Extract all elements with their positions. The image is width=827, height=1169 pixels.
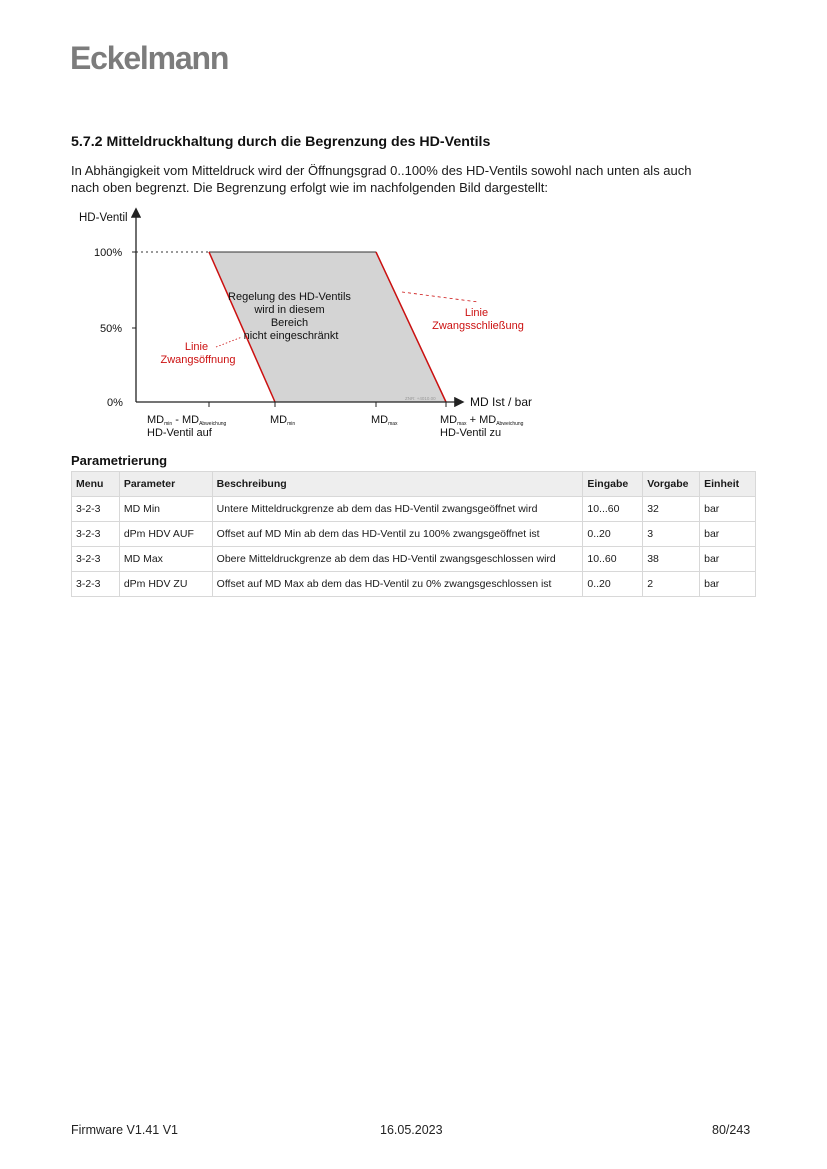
x-label-right-main: MD (440, 414, 458, 426)
cell-eingabe: 0..20 (583, 522, 643, 547)
hd-valve-limit-diagram (70, 204, 550, 444)
close-limit-label-line-1: Linie (464, 307, 489, 319)
region-text-line-2: wird in diesem (254, 304, 325, 316)
x-label-right-sub2: Abweichung (496, 421, 524, 427)
x-label-max (371, 414, 398, 427)
intro-line-2: nach oben begrenzt. Die Begrenzung erfolgt wie im nachfolgenden Bild dargestellt: (71, 179, 548, 195)
x-label-left-sub1: min (164, 421, 173, 427)
region-text-line-4: nicht eingeschränkt (243, 330, 339, 342)
y-tick-label-50: 50% (100, 323, 123, 335)
x-label-right (440, 414, 524, 427)
table-row (72, 547, 756, 572)
cell-menu: 3-2-3 (72, 572, 120, 597)
col-header-vorgabe: Vorgabe (643, 472, 700, 497)
cell-eingabe: 0..20 (583, 572, 643, 597)
parameter-table (71, 471, 756, 597)
table-row (72, 572, 756, 597)
col-header-parameter: Parameter (119, 472, 212, 497)
table-row (72, 522, 756, 547)
intro-paragraph (71, 163, 761, 196)
cell-beschreibung: Offset auf MD Max ab dem das HD-Ventil zu 0% zwangsgeschlossen ist (212, 572, 583, 597)
footer-date: 16.05.2023 (380, 1123, 443, 1137)
cell-einheit: bar (700, 497, 756, 522)
cell-beschreibung: Untere Mitteldruckgrenze ab dem das HD-Ventil zwangsgeöffnet wird (212, 497, 583, 522)
x-label-left-line2: HD-Ventil auf (147, 427, 212, 439)
x-label-left-minus: - MD (172, 414, 200, 426)
col-header-eingabe: Eingabe (583, 472, 643, 497)
x-label-right-sub1: max (457, 421, 467, 427)
x-label-right-plus: + MD (466, 414, 497, 426)
close-limit-label (432, 307, 524, 332)
x-label-left-main: MD (147, 414, 165, 426)
cell-parameter: MD Min (119, 497, 212, 522)
region-text-line-3: Bereich (270, 317, 309, 329)
open-limit-label-line-2: Zwangsöffnung (160, 354, 236, 366)
close-limit-label-line-2: Zwangsschließung (432, 320, 524, 332)
section-title: 5.7.2 Mitteldruckhaltung durch die Begrenzung des HD-Ventils (71, 134, 491, 150)
col-header-einheit: Einheit (700, 472, 756, 497)
cell-eingabe: 10...60 (583, 497, 643, 522)
y-tick-label-100: 100% (94, 247, 123, 259)
cell-vorgabe: 38 (643, 547, 700, 572)
x-label-left-sub2: Abweichung (199, 421, 227, 427)
x-axis-label: MD Ist / bar (470, 395, 533, 409)
footer-firmware: Firmware V1.41 V1 (71, 1123, 178, 1137)
open-limit-label (160, 341, 235, 366)
x-label-min (270, 414, 295, 427)
cell-beschreibung: Obere Mitteldruckgrenze ab dem das HD-Ventil zwangsgeschlossen wird (212, 547, 583, 572)
x-label-max-sub: max (388, 421, 398, 427)
open-label-leader (216, 337, 242, 347)
footer-page-number: 80/243 (712, 1123, 751, 1137)
cell-einheit: bar (700, 522, 756, 547)
figure-id: ZNR: +4010.00 (405, 396, 436, 401)
cell-vorgabe: 2 (643, 572, 700, 597)
cell-parameter: dPm HDV ZU (119, 572, 212, 597)
col-header-menu: Menu (72, 472, 120, 497)
cell-parameter: MD Max (119, 547, 212, 572)
cell-eingabe: 10..60 (583, 547, 643, 572)
open-limit-label-line-1: Linie (184, 341, 209, 353)
intro-line-1: In Abhängigkeit vom Mitteldruck wird der Öffnungsgrad 0..100% des HD-Ventils sowohl nach unten als auch (71, 163, 692, 178)
region-text-line-1: Regelung des HD-Ventils (228, 291, 351, 303)
cell-parameter: dPm HDV AUF (119, 522, 212, 547)
parametrierung-heading: Parametrierung (71, 453, 168, 468)
x-label-max-main: MD (371, 414, 389, 426)
cell-einheit: bar (700, 572, 756, 597)
cell-menu: 3-2-3 (72, 497, 120, 522)
cell-vorgabe: 3 (643, 522, 700, 547)
x-label-left (147, 414, 227, 427)
cell-menu: 3-2-3 (72, 547, 120, 572)
table-row (72, 497, 756, 522)
eckelmann-logo: Eckelmann (70, 40, 229, 76)
col-header-beschreibung: Beschreibung (212, 472, 583, 497)
close-label-leader (402, 292, 478, 302)
cell-menu: 3-2-3 (72, 522, 120, 547)
table-header-row (72, 472, 756, 497)
y-tick-label-0: 0% (107, 397, 123, 409)
cell-vorgabe: 32 (643, 497, 700, 522)
y-axis-label: HD-Ventil (79, 212, 128, 224)
cell-beschreibung: Offset auf MD Min ab dem das HD-Ventil zu 100% zwangsgeöffnet ist (212, 522, 583, 547)
x-label-min-main: MD (270, 414, 288, 426)
x-label-right-line2: HD-Ventil zu (440, 427, 502, 439)
x-label-min-sub: min (287, 421, 296, 427)
cell-einheit: bar (700, 547, 756, 572)
